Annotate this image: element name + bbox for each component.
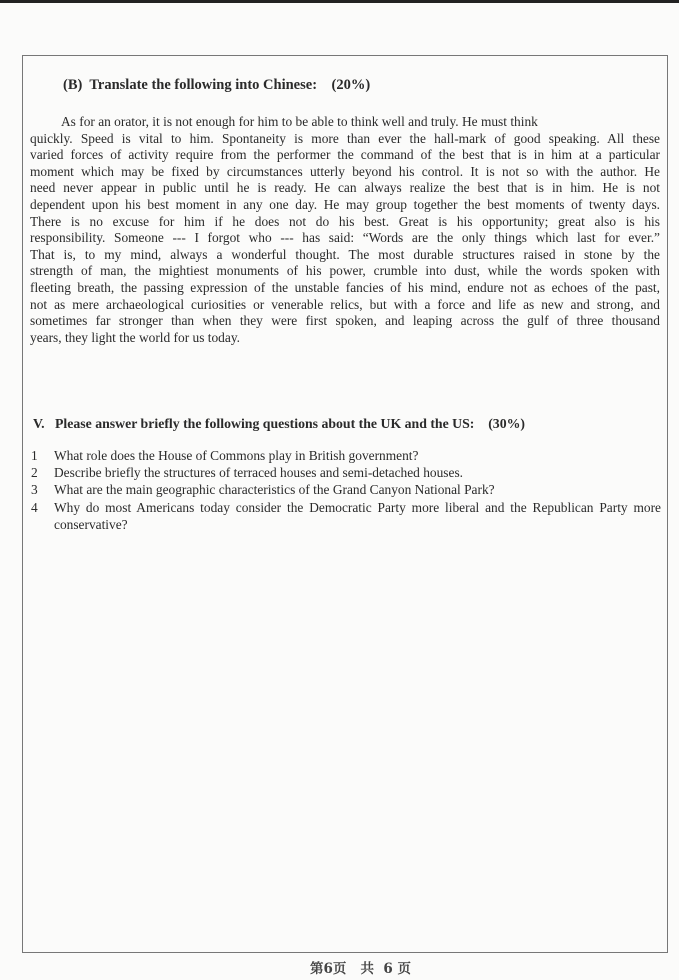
question-number: 4: [31, 499, 38, 515]
question-text: Why do most Americans today consider the Democratic Party more liberal and the Republican Party more conservative?: [54, 499, 661, 532]
passage-line: varied forces of activity require from the performer the command of the best that is in him at a particular: [30, 147, 660, 163]
question-item: [31, 481, 661, 498]
question-text: Describe briefly the structures of terraced houses and semi-detached houses.: [54, 465, 464, 481]
scan-top-edge: [0, 0, 679, 3]
passage-line: dependent upon his best moment in any one day. He may group together the best moments of twenty days.: [30, 196, 660, 212]
passage-line: sometimes far stronger than when they were first spoken, and leaping across the gulf of three thousand: [30, 313, 660, 329]
question-item: [31, 447, 661, 464]
question-text: What are the main geographic characteristics of the Grand Canyon National Park?: [54, 482, 495, 498]
question-number: 3: [31, 482, 38, 498]
passage-line: not as mere archaeological curiosities or venerable relics, but with a force and life as new and strong, and: [30, 296, 660, 312]
passage-line: There is no excuse for him if he does not do his best. Great is his opportunity; great also is his: [30, 213, 660, 229]
section-v-heading: V. Please answer briefly the following questions about the UK and the US: (30%): [33, 416, 525, 431]
passage-line: quickly. Speed is vital to him. Spontaneity is more than ever the hall-mark of good speaking. All these: [30, 130, 660, 146]
passage-line: As for an orator, it is not enough for him to be able to think well and truly. He must think: [61, 114, 538, 129]
passage-line: years, they light the world for us today.: [30, 329, 240, 345]
section-b-heading: (B) Translate the following into Chinese: (20%): [63, 77, 371, 93]
passage-line: responsibility. Someone --- I forgot who --- has said: “Words are the only things which last for ever.”: [30, 230, 660, 246]
question-list: [31, 447, 661, 533]
question-number: 2: [31, 465, 38, 481]
question-item: [31, 499, 661, 533]
question-text: What role does the House of Commons play in British government?: [54, 448, 419, 463]
passage-line: moment which may be fixed by circumstances utterly beyond his control. It is not so with the author. He: [30, 163, 660, 179]
question-number: 1: [31, 448, 38, 463]
passage-line: fleeting breath, the passing expression of the unstable fancies of his mind, endure not as echoes of the past,: [30, 279, 660, 295]
passage-line: need never appear in public until he is ready. He can always realize the best that is in him. He is not: [30, 180, 660, 196]
passage-line: strength of man, the mightiest monuments of his power, crumble into dust, while the words spoken with: [30, 263, 660, 279]
passage-line: That is, to my mind, always a wonderful thought. The most durable structures raised in stone by the: [30, 246, 660, 262]
page-number: 第6页 共 6 页: [310, 961, 411, 977]
translation-passage: [30, 114, 660, 346]
question-item: [31, 464, 661, 481]
